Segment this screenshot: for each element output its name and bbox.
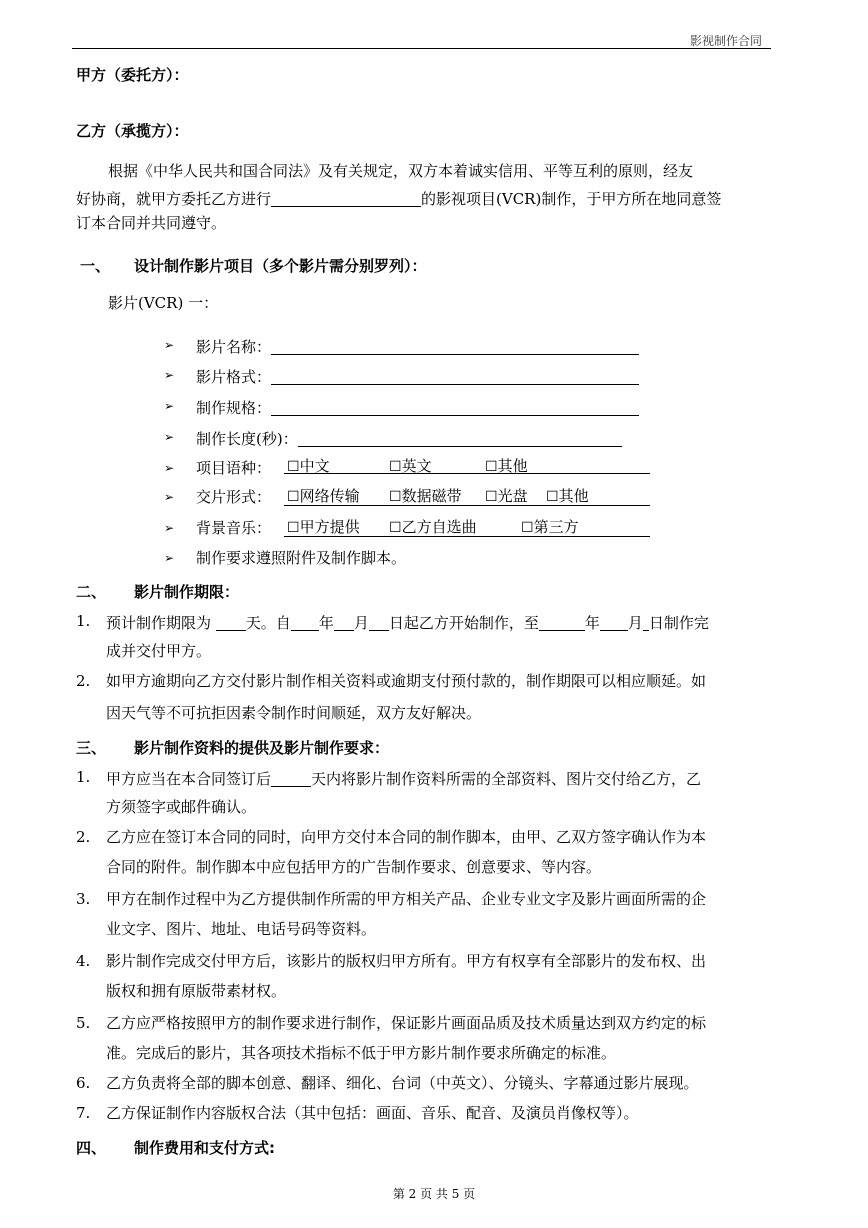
film-format-row bbox=[196, 368, 639, 385]
section-1-number: 一、 bbox=[80, 257, 111, 275]
start-month-blank[interactable] bbox=[334, 614, 354, 631]
film-format-blank[interactable] bbox=[271, 368, 639, 385]
bullet-arrow-icon: ➢ bbox=[164, 338, 175, 352]
s3-item-6-number: 6. bbox=[76, 1074, 91, 1092]
bullet-arrow-icon: ➢ bbox=[164, 461, 175, 475]
duration-days-blank[interactable] bbox=[216, 614, 246, 631]
intro-line-3: 订本合同并共同遵守。 bbox=[76, 214, 227, 232]
header-rule bbox=[72, 48, 771, 49]
bullet-arrow-icon: ➢ bbox=[164, 490, 175, 504]
section-4-title: 制作费用和支付方式: bbox=[134, 1139, 275, 1157]
s2-item-1-line-1: 预计制作期限为 天。自 年 月 日起乙方开始制作，至 年 月 日制作完 bbox=[106, 614, 709, 632]
material-days-blank[interactable] bbox=[271, 770, 311, 787]
end-month-blank[interactable] bbox=[600, 614, 628, 631]
production-spec-label: 制作规格： bbox=[196, 399, 272, 417]
party-b-label: 乙方（承揽方）： bbox=[76, 122, 189, 140]
lang-option-english[interactable]: ☐英文 bbox=[389, 457, 432, 475]
s2-item-2-line-2: 因天气等不可抗拒因素令制作时间顺延，双方友好解决。 bbox=[106, 704, 482, 722]
delivery-option-network[interactable]: ☐网络传输 bbox=[287, 487, 360, 505]
s2-item-2-number: 2. bbox=[76, 672, 91, 690]
language-underline bbox=[284, 473, 650, 474]
checkbox-icon: ☐ bbox=[389, 520, 402, 536]
checkbox-icon: ☐ bbox=[485, 459, 498, 475]
delivery-option-tape[interactable]: ☐数据磁带 bbox=[389, 487, 462, 505]
start-year-blank[interactable] bbox=[291, 614, 319, 631]
intro-line-2-end: 的影视项目(VCR)制作，于甲方所在地同意签 bbox=[421, 190, 722, 208]
film-name-blank[interactable] bbox=[271, 338, 639, 355]
s2-item-1-number: 1. bbox=[76, 612, 91, 630]
film-label: 影片(VCR) 一： bbox=[108, 294, 219, 312]
s3-item-7-line-1: 乙方保证制作内容版权合法（其中包括：画面、音乐、配音、及演员肖像权等）。 bbox=[106, 1104, 639, 1122]
film-format-label: 影片格式： bbox=[196, 368, 272, 386]
lang-option-chinese[interactable]: ☐中文 bbox=[287, 457, 330, 475]
s3-item-2-line-1: 乙方应在签订本合同的同时，向甲方交付本合同的制作脚本，由甲、乙双方签字确认作为本 bbox=[106, 828, 707, 846]
music-option-party-b[interactable]: ☐乙方自选曲 bbox=[389, 518, 477, 536]
checkbox-icon: ☐ bbox=[521, 520, 534, 536]
page-number: 第 2 页 共 5 页 bbox=[392, 1187, 476, 1201]
s3-item-2-number: 2. bbox=[76, 828, 91, 846]
film-name-label: 影片名称： bbox=[196, 338, 272, 356]
checkbox-icon: ☐ bbox=[389, 489, 402, 505]
checkbox-icon: ☐ bbox=[485, 489, 498, 505]
s2-item-2-line-1: 如甲方逾期向乙方交付影片制作相关资料或逾期支付预付款的，制作期限可以相应顺延。如 bbox=[106, 672, 707, 690]
bullet-arrow-icon: ➢ bbox=[164, 368, 175, 382]
production-spec-blank[interactable] bbox=[271, 399, 639, 416]
duration-row bbox=[196, 430, 622, 447]
s3-item-1-number: 1. bbox=[76, 768, 91, 786]
s3-item-2-line-2: 合同的附件。制作脚本中应包括甲方的广告制作要求、创意要求、等内容。 bbox=[106, 858, 602, 876]
production-requirement-note: 制作要求遵照附件及制作脚本。 bbox=[196, 549, 407, 567]
intro-line-2 bbox=[76, 190, 721, 207]
party-a-label: 甲方（委托方）： bbox=[76, 66, 189, 84]
s3-item-5-line-1: 乙方应严格按照甲方的制作要求进行制作，保证影片画面品质及技术质量达到双方约定的标 bbox=[106, 1014, 707, 1032]
bullet-arrow-icon: ➢ bbox=[164, 399, 175, 413]
bullet-arrow-icon: ➢ bbox=[164, 551, 175, 565]
s3-item-3-line-2: 业文字、图片、地址、电话号码等资料。 bbox=[106, 920, 377, 938]
delivery-underline bbox=[284, 505, 650, 506]
s3-item-5-line-2: 准。完成后的影片，其各项技术指标不低于甲方影片制作要求所确定的标准。 bbox=[106, 1044, 617, 1062]
checkbox-icon: ☐ bbox=[287, 489, 300, 505]
section-3-title: 影片制作资料的提供及影片制作要求： bbox=[134, 739, 390, 757]
s3-item-3-line-1: 甲方在制作过程中为乙方提供制作所需的甲方相关产品、企业专业文字及影片画面所需的企 bbox=[106, 890, 707, 908]
music-label: 背景音乐： bbox=[196, 519, 272, 537]
section-2-number: 二、 bbox=[76, 583, 107, 601]
duration-blank[interactable] bbox=[298, 430, 622, 447]
s3-item-3-number: 3. bbox=[76, 890, 91, 908]
section-2-title: 影片制作期限： bbox=[134, 583, 240, 601]
music-option-third-party[interactable]: ☐第三方 bbox=[521, 518, 579, 536]
checkbox-icon: ☐ bbox=[287, 520, 300, 536]
page-header-title: 影视制作合同 bbox=[689, 34, 762, 48]
section-4-number: 四、 bbox=[76, 1139, 107, 1157]
delivery-option-other[interactable]: ☐其他 bbox=[546, 487, 589, 505]
film-language-label: 项目语种： bbox=[196, 459, 272, 477]
production-spec-row bbox=[196, 399, 639, 416]
s3-item-4-line-1: 影片制作完成交付甲方后，该影片的版权归甲方所有。甲方有权享有全部影片的发布权、出 bbox=[106, 952, 707, 970]
s3-item-4-number: 4. bbox=[76, 952, 91, 970]
s3-item-1-line-1: 甲方应当在本合同签订后 天内将影片制作资料所需的全部资料、图片交付给乙方，乙 bbox=[106, 770, 702, 788]
bullet-arrow-icon: ➢ bbox=[164, 430, 175, 444]
music-underline bbox=[284, 536, 650, 537]
section-3-number: 三、 bbox=[76, 739, 107, 757]
s3-item-6-line-1: 乙方负责将全部的脚本创意、翻译、细化、台词（中英文）、分镜头、字幕通过影片展现。 bbox=[106, 1074, 699, 1092]
music-option-party-a[interactable]: ☐甲方提供 bbox=[287, 518, 360, 536]
film-name-row bbox=[196, 338, 639, 355]
delivery-option-disc[interactable]: ☐光盘 bbox=[485, 487, 528, 505]
intro-line-1: 根据《中华人民共和国合同法》及有关规定，双方本着诚实信用、平等互利的原则，经友 bbox=[108, 162, 694, 180]
s3-item-1-line-2: 方须签字或邮件确认。 bbox=[106, 798, 257, 816]
checkbox-icon: ☐ bbox=[389, 459, 402, 475]
bullet-arrow-icon: ➢ bbox=[164, 521, 175, 535]
checkbox-icon: ☐ bbox=[546, 489, 559, 505]
checkbox-icon: ☐ bbox=[287, 459, 300, 475]
project-name-blank[interactable] bbox=[271, 190, 421, 207]
intro-line-2-start: 好协商，就甲方委托乙方进行 bbox=[76, 190, 272, 208]
end-year-blank[interactable] bbox=[539, 614, 585, 631]
s3-item-4-line-2: 版权和拥有原版带素材权。 bbox=[106, 982, 287, 1000]
start-day-blank[interactable] bbox=[369, 614, 389, 631]
section-1-title: 设计制作影片项目（多个影片需分别罗列）： bbox=[134, 257, 427, 275]
s3-item-5-number: 5. bbox=[76, 1014, 91, 1032]
s3-item-7-number: 7. bbox=[76, 1104, 91, 1122]
delivery-label: 交片形式： bbox=[196, 488, 272, 506]
duration-label: 制作长度(秒)： bbox=[196, 430, 298, 448]
s2-item-1-line-2: 成并交付甲方。 bbox=[106, 642, 212, 660]
lang-option-other[interactable]: ☐其他 bbox=[485, 457, 528, 475]
